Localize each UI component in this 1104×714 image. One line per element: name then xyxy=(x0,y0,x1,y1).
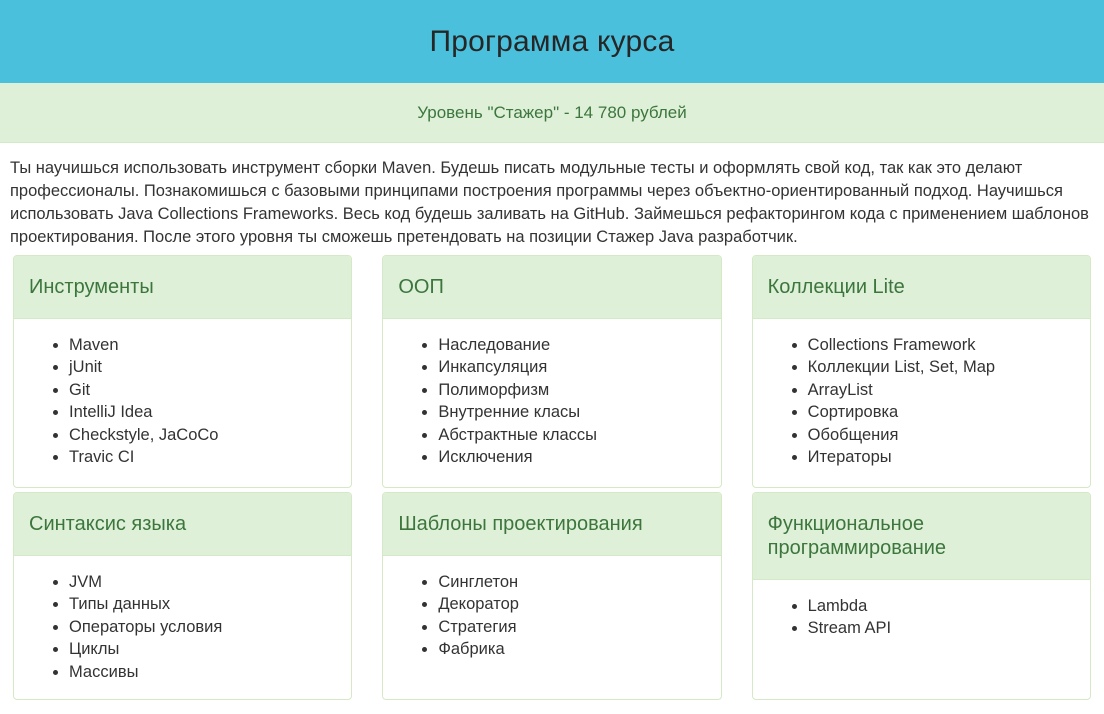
list-item: • Наследование xyxy=(438,334,705,356)
list-item: • Синглетон xyxy=(438,571,705,593)
topic-list xyxy=(398,334,705,468)
list-item: • JVM xyxy=(69,571,336,593)
list-item: • Массивы xyxy=(69,661,336,683)
course-description: Ты научишься использовать инструмент сборки Maven. Будешь писать модульные тесты и оформлять свой код, так как это делают профессионалы. Познакомишься с базовыми принципами построения программы через объектно-ориентированный подход. Научишься использовать Java Collections Frameworks. Весь код будешь заливать на GitHub. Займешься рефакторингом кода с применением шаблонов проектирования. После этого уровня ты сможешь претендовать на позиции Стажер Java разработчик. xyxy=(10,159,1089,246)
topic-card-title: Функциональное программирование xyxy=(753,493,1090,580)
list-item: • Stream API xyxy=(808,617,1075,639)
list-item: • Фабрика xyxy=(438,638,705,660)
list-item: • Полиморфизм xyxy=(438,379,705,401)
list-item: • ArrayList xyxy=(808,379,1075,401)
list-item: • Collections Framework xyxy=(808,334,1075,356)
topic-list xyxy=(768,595,1075,640)
topic-card-collections-lite xyxy=(752,255,1091,488)
topic-card-title: Шаблоны проектирования xyxy=(383,493,720,556)
list-item: • Внутренние класы xyxy=(438,401,705,423)
topic-list xyxy=(29,334,336,468)
topic-card-language-syntax xyxy=(13,492,352,700)
topic-card-body xyxy=(753,580,1090,699)
list-item: • Исключения xyxy=(438,446,705,468)
topic-card-body xyxy=(753,319,1090,487)
topic-card-design-patterns xyxy=(382,492,721,700)
topic-list xyxy=(768,334,1075,468)
list-item: • Travic CI xyxy=(69,446,336,468)
topic-card-title: Синтаксис языка xyxy=(14,493,351,556)
list-item: • Сортировка xyxy=(808,401,1075,423)
topic-card-oop xyxy=(382,255,721,488)
list-item: • Циклы xyxy=(69,638,336,660)
topic-card-title: Коллекции Lite xyxy=(753,256,1090,319)
list-item: • Git xyxy=(69,379,336,401)
list-item: • Типы данных xyxy=(69,593,336,615)
topic-card-body xyxy=(14,556,351,699)
topic-card-title: Инструменты xyxy=(14,256,351,319)
topic-card-body xyxy=(14,319,351,487)
list-item: • Инкапсуляция xyxy=(438,356,705,378)
list-item: • IntelliJ Idea xyxy=(69,401,336,423)
topic-card-body xyxy=(383,556,720,699)
list-item: • jUnit xyxy=(69,356,336,378)
list-item: • Итераторы xyxy=(808,446,1075,468)
course-program-header xyxy=(0,0,1104,83)
topic-card-functional-programming xyxy=(752,492,1091,700)
page-title: Программа курса xyxy=(429,24,675,58)
list-item: • Checkstyle, JaCoCo xyxy=(69,424,336,446)
topic-card-title: ООП xyxy=(383,256,720,319)
level-price-text: Уровень "Стажер" - 14 780 рублей xyxy=(417,102,687,122)
list-item: • Операторы условия xyxy=(69,616,336,638)
level-price-bar xyxy=(0,83,1104,143)
list-item: • Lambda xyxy=(808,595,1075,617)
topic-card-tools xyxy=(13,255,352,488)
list-item: • Абстрактные классы xyxy=(438,424,705,446)
list-item: • Стратегия xyxy=(438,616,705,638)
list-item: • Декоратор xyxy=(438,593,705,615)
topic-list xyxy=(29,571,336,683)
topics-grid xyxy=(0,255,1104,700)
list-item: • Обобщения xyxy=(808,424,1075,446)
topic-list xyxy=(398,571,705,661)
topic-card-body xyxy=(383,319,720,487)
list-item: • Коллекции List, Set, Map xyxy=(808,356,1075,378)
list-item: • Maven xyxy=(69,334,336,356)
